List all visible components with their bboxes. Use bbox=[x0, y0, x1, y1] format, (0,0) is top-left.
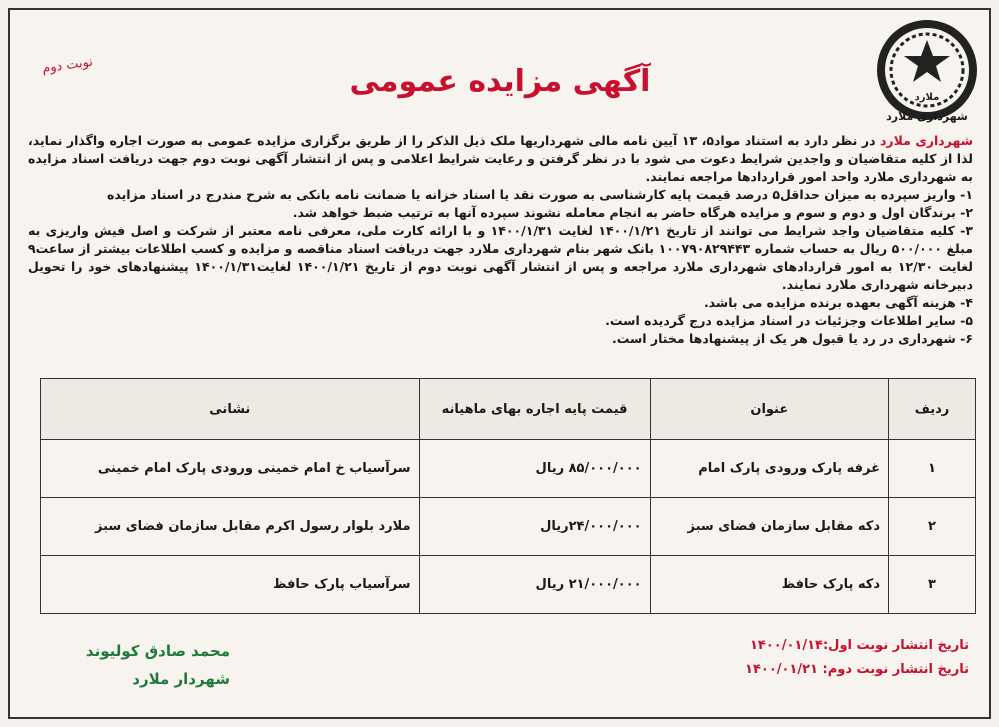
logo-caption: شهرداری ملارد bbox=[886, 110, 968, 123]
signatory-role: شهردار ملارد bbox=[132, 670, 230, 688]
row-address: سرآسیاب خ امام خمینی ورودی پارک امام خمینی bbox=[41, 440, 420, 498]
signatory-name: محمد صادق کولیوند bbox=[85, 642, 230, 660]
row-title: دکه مقابل سازمان فضای سبز bbox=[650, 498, 888, 556]
row-title: دکه پارک حافظ bbox=[650, 556, 888, 614]
notice-body bbox=[28, 132, 973, 348]
table-row bbox=[41, 556, 976, 614]
row-price: ۲۱/۰۰۰/۰۰۰ ریال bbox=[419, 556, 650, 614]
row-address: ملارد بلوار رسول اکرم مقابل سازمان فضای سبز bbox=[41, 498, 420, 556]
signature-block bbox=[50, 637, 230, 693]
condition-2: ۲- برندگان اول و دوم و سوم و مزایده هرگاه حاضر به انجام معامله نشوند سپرده آنها به ترتیب ضبط خواهد شد. bbox=[292, 205, 973, 220]
condition-6: ۶- شهرداری در رد یا قبول هر یک از پیشنهادها مختار است. bbox=[611, 331, 973, 346]
intro-text: در نظر دارد به استناد مواد۵، ۱۳ آیین نامه مالی شهرداریها ملک ذیل الذکر را از طریق برگزاری مزایده عمومی به صورت اجاره واگذار نماید، لذا از کلیه متقاضیان و واجدین شرایط دعوت می شود با در نظر گرفتن و رعایت شرایط اعلامی و پس از انتشار آگهی نوبت دوم جهت دریافت اسناد مزایده به شهرداری ملارد واحد امور قراردادها مراجعه نمایند. bbox=[28, 133, 973, 184]
table-row bbox=[41, 440, 976, 498]
org-name: شهرداری ملارد bbox=[879, 133, 973, 148]
header-title: عنوان bbox=[650, 379, 888, 440]
intro-paragraph bbox=[28, 132, 973, 186]
row-price: ۸۵/۰۰۰/۰۰۰ ریال bbox=[419, 440, 650, 498]
row-address: سرآسیاب پارک حافظ bbox=[41, 556, 420, 614]
condition-1: ۱- واریز سپرده به میزان حداقل۵ درصد قیمت پایه کارشناسی به صورت نقد یا اسناد خزانه یا ضمانت نامه بانکی به شرح مندرج در اسناد مزایده bbox=[107, 187, 973, 202]
header-row-number: ردیف bbox=[889, 379, 976, 440]
svg-text:ملارد: ملارد bbox=[914, 92, 940, 103]
notice-title: آگهی مزایده عمومی bbox=[349, 64, 651, 99]
round-label: نوبت دوم bbox=[41, 54, 94, 77]
row-price: ۲۴/۰۰۰/۰۰۰ریال bbox=[419, 498, 650, 556]
header-address: نشانی bbox=[41, 379, 420, 440]
row-title: غرفه پارک ورودی پارک امام bbox=[650, 440, 888, 498]
first-publication-date: تاریخ انتشار نوبت اول:۱۴۰۰/۰۱/۱۴ bbox=[750, 638, 969, 653]
table-row bbox=[41, 498, 976, 556]
publication-dates bbox=[745, 634, 969, 682]
items-table bbox=[40, 378, 976, 614]
row-number: ۱ bbox=[889, 440, 976, 498]
table-header-row bbox=[41, 379, 976, 440]
row-number: ۳ bbox=[889, 556, 976, 614]
condition-5: ۵- سایر اطلاعات وجزئیات در اسناد مزایده درج گردیده است. bbox=[605, 313, 973, 328]
second-publication-date: تاریخ انتشار نوبت دوم: ۱۴۰۰/۰۱/۲۱ bbox=[745, 662, 969, 677]
header-price: قیمت پایه اجاره بهای ماهیانه bbox=[419, 379, 650, 440]
condition-3: ۳- کلیه متقاضیان واجد شرایط می توانند از تاریخ ۱۴۰۰/۱/۲۱ لغایت ۱۴۰۰/۱/۳۱ و با ارائه کارت ملی، معرفی نامه معتبر از شرکت و اصل فیش واریزی به مبلغ ۵۰۰/۰۰۰ ریال به حساب شماره ۱۰۰۷۹۰۸۲۹۴۴۳ بانک شهر بنام شهرداری ملارد جهت دریافت اسناد مناقصه و مزایده و کسب اطلاعات بیشتر از ساعت۹ لغایت ۱۲/۳۰ به امور قراردادهای شهرداری ملارد مراجعه و پس از انتشار آگهی نوبت دوم از تاریخ ۱۴۰۰/۱/۲۱ لغایت۱۴۰۰/۱/۳۱ پیشنهادهای خود را تحویل دبیرخانه شهرداری ملارد نمایند. bbox=[28, 223, 974, 292]
condition-4: ۴- هزینه آگهی بعهده برنده مزایده می باشد. bbox=[703, 295, 973, 310]
row-number: ۲ bbox=[889, 498, 976, 556]
